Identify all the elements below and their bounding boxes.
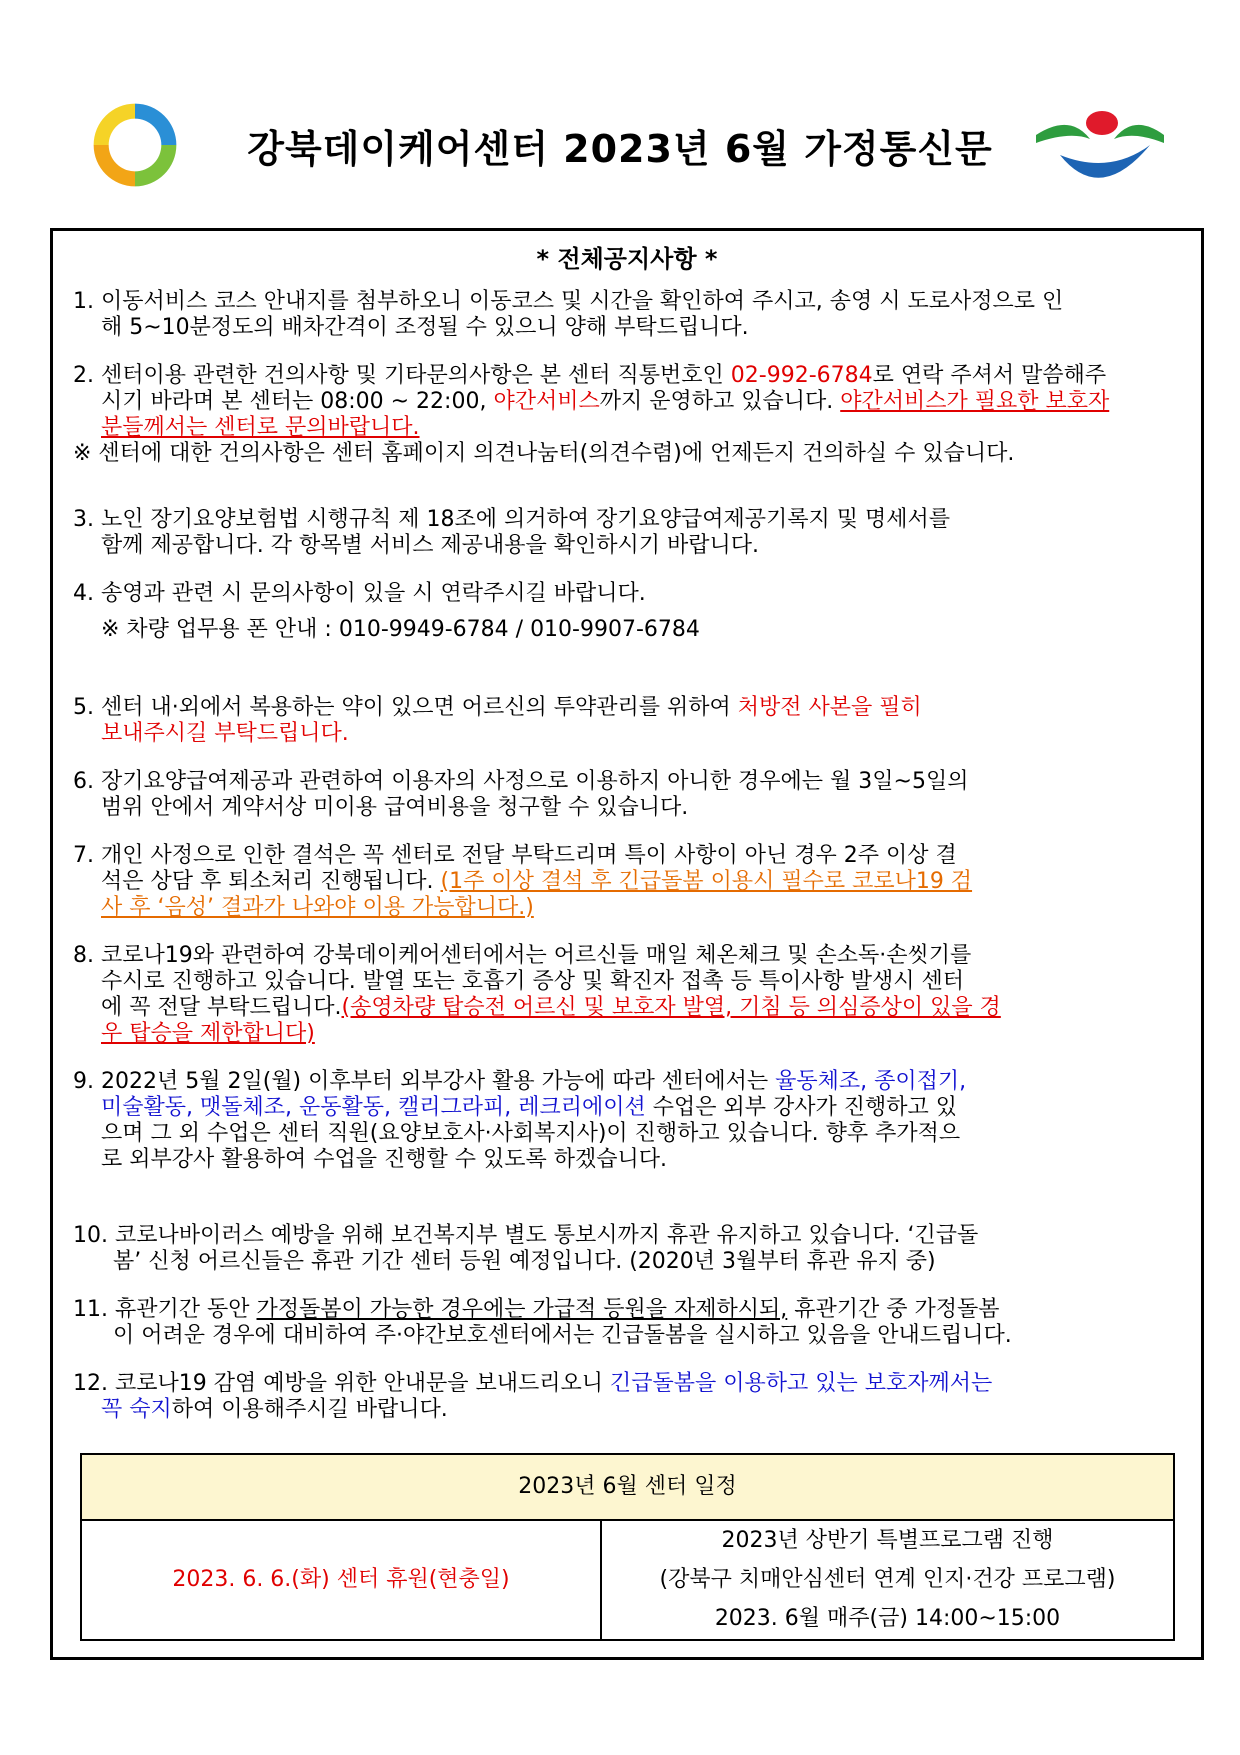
item-text: 로 연락 주셔서 말씀해주	[872, 363, 1107, 388]
item-highlight: 미술활동, 맷돌체조, 운동활동, 캘리그라피, 레크리에이션	[101, 1095, 646, 1120]
item-text: 코로나바이러스 예방을 위해 보건복지부 별도 통보시까지 휴관 유지하고 있습니다. ‘긴급돌	[115, 1223, 979, 1248]
item-number: 10.	[73, 1223, 108, 1248]
item-text: 코로나19와 관련하여 강북데이케어센터에서는 어르신들 매일 체온체크 및 손소독·손씻기를	[101, 943, 972, 968]
item-text: 까지 운영하고 있습니다.	[599, 389, 841, 414]
item-text: 2022년 5월 2일(월) 이후부터 외부강사 활용 가능에 따라 센터에서는	[101, 1069, 776, 1094]
header	[0, 90, 1240, 210]
notice-item-6	[73, 769, 1173, 821]
item-text: 으며 그 외 수업은 센터 직원(요양보호사·사회복지사)이 진행하고 있습니다. 향후 추가적으	[101, 1121, 961, 1146]
notice-item-1	[73, 289, 1173, 341]
notice-item-7	[73, 843, 1173, 921]
item-text: 이 어려운 경우에 대비하여 주·야간보호센터에서는 긴급돌봄을 실시하고 있음을 안내드립니다.	[113, 1323, 1012, 1348]
notice-item-9	[73, 1069, 1173, 1173]
item-text: 범위 안에서 계약서상 미이용 급여비용을 청구할 수 있습니다.	[101, 795, 689, 820]
item-text: 이동서비스 코스 안내지를 첨부하오니 이동코스 및 시간을 확인하여 주시고, 송영 시 도로사정으로 인	[101, 289, 1064, 314]
item-text: 수시로 진행하고 있습니다. 발열 또는 호흡기 증상 및 확진자 접촉 등 특이사항 발생시 센터	[101, 969, 964, 994]
item-highlight: 보내주시길 부탁드립니다.	[101, 721, 349, 746]
item-note: ※ 차량 업무용 폰 안내 : 010-9949-6784 / 010-9907-6784	[101, 617, 700, 642]
notice-item-3	[73, 507, 1173, 559]
item-text: 봄’ 신청 어르신들은 휴관 기간 센터 등원 예정입니다. (2020년 3월부터 휴관 유지 중)	[113, 1249, 936, 1274]
item-highlight: 우 탑승을 제한합니다)	[101, 1021, 315, 1046]
item-text: 해 5~10분정도의 배차간격이 조정될 수 있으니 양해 부탁드립니다.	[101, 315, 749, 340]
item-text: 로 외부강사 활용하여 수업을 진행할 수 있도록 하겠습니다.	[101, 1147, 667, 1172]
notice-item-4	[73, 581, 1173, 643]
notice-title: * 전체공지사항 *	[536, 245, 718, 273]
item-text: 개인 사정으로 인한 결석은 꼭 센터로 전달 부탁드리며 특이 사항이 아닌 경우 2주 이상 결	[101, 843, 957, 868]
item-number: 5.	[73, 695, 94, 720]
item-number: 4.	[73, 581, 94, 606]
program-line: (강북구 치매안심센터 연계 인지·건강 프로그램)	[659, 1567, 1116, 1592]
item-number: 3.	[73, 507, 94, 532]
item-highlight: 분들께서는 센터로 문의바랍니다.	[101, 415, 420, 440]
item-highlight: (1주 이상 결석 후 긴급돌봄 이용시 필수로 코로나19 검	[440, 869, 973, 894]
item-highlight: (송영차량 탑승전 어르신 및 보호자 발열, 기침 등 의심증상이 있을 경	[341, 995, 1001, 1020]
item-number: 9.	[73, 1069, 94, 1094]
item-number: 1.	[73, 289, 94, 314]
notice-item-5	[73, 695, 1173, 747]
phone-number: 02-992-6784	[730, 363, 873, 388]
gangbuk-district-logo-icon	[1030, 95, 1170, 195]
item-number: 2.	[73, 363, 94, 388]
program-line: 2023. 6월 매주(금) 14:00~15:00	[714, 1606, 1061, 1631]
schedule-title: 2023년 6월 센터 일정	[82, 1455, 1173, 1521]
item-highlight: 꼭 숙지	[101, 1397, 172, 1422]
item-text: 석은 상담 후 퇴소처리 진행됩니다.	[101, 869, 441, 894]
item-text: 휴관기간 중 가정돌봄	[787, 1297, 1000, 1322]
item-text: 함께 제공합니다. 각 항목별 서비스 제공내용을 확인하시기 바랍니다.	[101, 533, 759, 558]
notice-item-10	[73, 1223, 1173, 1275]
item-text: 센터 내·외에서 복용하는 약이 있으면 어르신의 투약관리를 위하여	[101, 695, 738, 720]
item-highlight: 긴급돌봄을 이용하고 있는 보호자께서는	[610, 1371, 993, 1396]
item-number: 7.	[73, 843, 94, 868]
item-text: 노인 장기요양보험법 시행규칙 제 18조에 의거하여 장기요양급여제공기록지 및 명세서를	[101, 507, 951, 532]
item-text: 장기요양급여제공과 관련하여 이용자의 사정으로 이용하지 아니한 경우에는 월 3일~5일의	[101, 769, 969, 794]
item-text: 에 꼭 전달 부탁드립니다.	[101, 995, 342, 1020]
notice-item-11	[73, 1297, 1173, 1349]
item-text: 시기 바라며 본 센터는 08:00 ~ 22:00,	[101, 389, 494, 414]
notice-item-12	[73, 1371, 1173, 1423]
item-highlight: 야간서비스	[493, 389, 600, 414]
item-note: ※ 센터에 대한 건의사항은 센터 홈페이지 의견나눔터(의견수렴)에 언제든지 건의하실 수 있습니다.	[73, 441, 1015, 466]
item-text: 코로나19 감염 예방을 위한 안내문을 보내드리오니	[115, 1371, 610, 1396]
item-text: 수업은 외부 강사가 진행하고 있	[645, 1095, 957, 1120]
item-highlight: 야간서비스가 필요한 보호자	[840, 389, 1110, 414]
item-number: 11.	[73, 1297, 108, 1322]
schedule-holiday: 2023. 6. 6.(화) 센터 휴원(현충일)	[82, 1521, 602, 1639]
item-number: 6.	[73, 769, 94, 794]
schedule-table	[80, 1453, 1175, 1641]
item-highlight: 가정돌봄이 가능한 경우에는 가급적 등원을 자제하시되,	[256, 1297, 788, 1322]
item-text: 송영과 관련 시 문의사항이 있을 시 연락주시길 바랍니다.	[101, 581, 646, 606]
page-title: 강북데이케어센터 2023년 6월 가정통신문	[247, 127, 993, 171]
item-text: 센터이용 관련한 건의사항 및 기타문의사항은 본 센터 직통번호인	[101, 363, 731, 388]
item-number: 8.	[73, 943, 94, 968]
item-number: 12.	[73, 1371, 108, 1396]
notice-item-8	[73, 943, 1173, 1047]
item-text: 휴관기간 동안	[115, 1297, 257, 1322]
item-text: 하여 이용해주시길 바랍니다.	[171, 1397, 448, 1422]
item-highlight: 율동체조, 종이접기,	[775, 1069, 967, 1094]
program-line: 2023년 상반기 특별프로그램 진행	[721, 1528, 1054, 1553]
notice-box	[50, 228, 1204, 1660]
schedule-program	[602, 1521, 1173, 1639]
notice-item-2	[73, 363, 1173, 467]
item-highlight: 사 후 ‘음성’ 결과가 나와야 이용 가능합니다.)	[101, 895, 534, 920]
item-highlight: 처방전 사본을 필히	[737, 695, 922, 720]
